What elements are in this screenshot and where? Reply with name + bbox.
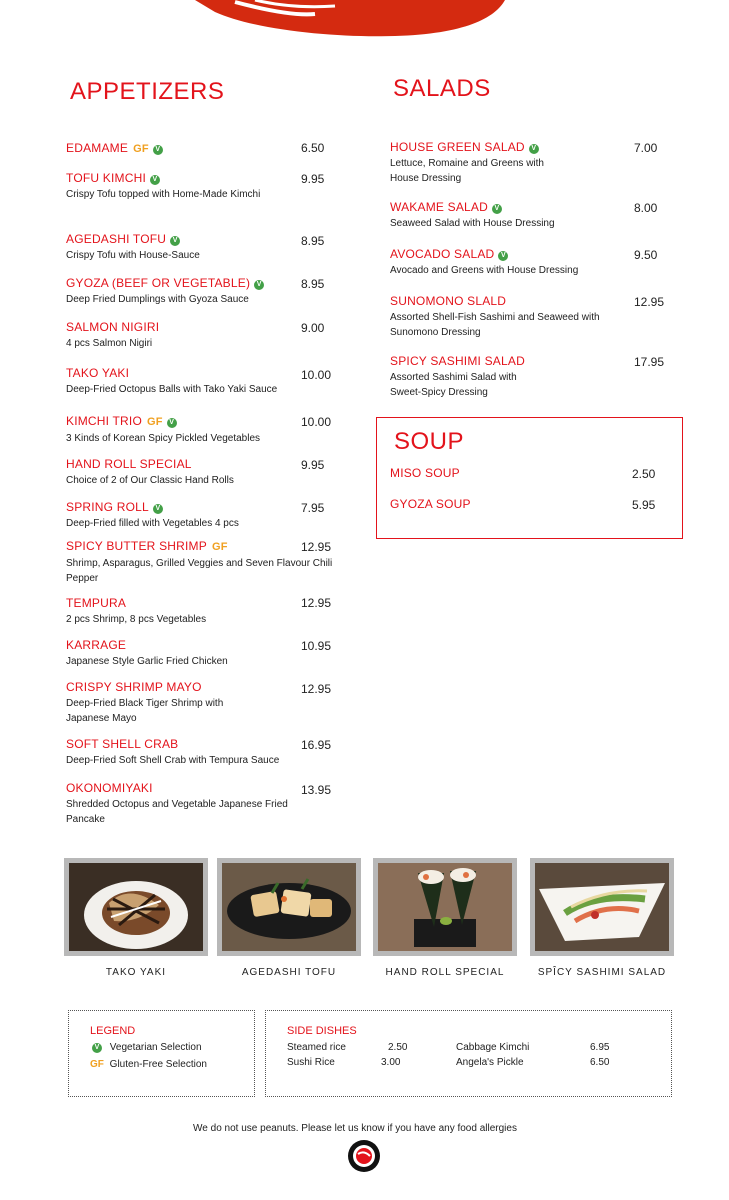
item-name: WAKAME SALAD — [390, 200, 488, 214]
soup-title: SOUP — [394, 428, 465, 455]
gluten-free-badge: GF — [90, 1059, 104, 1070]
item-name: SPRING ROLL — [66, 500, 149, 514]
vegetarian-icon: V — [492, 204, 502, 214]
menu-item-crispy-shrimp-mayo — [66, 680, 266, 726]
gluten-free-badge: GF — [211, 541, 228, 553]
item-price: 12.95 — [301, 682, 332, 696]
item-name: HAND ROLL SPECIAL — [66, 457, 192, 471]
gluten-free-badge: GF — [146, 416, 163, 428]
item-name: SPICY BUTTER SHRIMP — [66, 539, 207, 553]
item-name: SALMON NIGIRI — [66, 320, 160, 334]
vegetarian-icon: V — [153, 145, 163, 155]
menu-item-wakame-salad — [390, 200, 620, 231]
side-dishes-title: SIDE DISHES — [287, 1025, 357, 1037]
menu-item-tofu-kimchi — [66, 171, 286, 202]
item-name: CRISPY SHRIMP MAYO — [66, 680, 202, 694]
item-description: 2 pcs Shrimp, 8 pcs Vegetables — [66, 614, 207, 625]
brush-stroke-decoration — [195, 0, 505, 40]
item-description: 3 Kinds of Korean Spicy Pickled Vegetables — [66, 433, 261, 444]
item-name: AVOCADO SALAD — [390, 247, 495, 261]
side-item-price: 2.50 — [388, 1042, 408, 1053]
side-item-price: 6.95 — [590, 1042, 610, 1053]
item-price: 5.95 — [632, 498, 656, 512]
legend-gluten-free-label: Gluten-Free Selection — [109, 1059, 207, 1070]
item-price: 10.95 — [301, 639, 332, 653]
item-description: 4 pcs Salmon Nigiri — [66, 338, 153, 349]
item-description: Choice of 2 of Our Classic Hand Rolls — [66, 475, 234, 486]
item-name: GYOZA SOUP — [390, 497, 471, 511]
item-name: MISO SOUP — [390, 466, 460, 480]
vegetarian-icon: V — [92, 1043, 102, 1053]
menu-item-house-green-salad — [390, 140, 560, 186]
legend-box — [68, 1010, 255, 1097]
item-name: SPICY SASHIMI SALAD — [390, 354, 525, 368]
item-price: 12.95 — [634, 295, 665, 309]
vegetarian-icon: V — [529, 144, 539, 154]
item-description: Assorted Sashimi Salad with Sweet-Spicy Dressing — [390, 372, 517, 398]
side-item-name: Steamed rice — [287, 1042, 346, 1053]
item-description: Lettuce, Romaine and Greens with House Dressing — [390, 158, 544, 184]
gluten-free-badge: GF — [133, 143, 149, 155]
vegetarian-icon: V — [167, 418, 177, 428]
item-price: 9.95 — [301, 458, 325, 472]
photo-agedashi-tofu — [217, 858, 361, 956]
legend-gluten-free — [90, 1059, 207, 1070]
item-price: 2.50 — [632, 467, 656, 481]
menu-item-okonomiyaki — [66, 781, 296, 827]
side-dishes-box — [265, 1010, 672, 1097]
item-name: TAKO YAKI — [66, 366, 130, 380]
item-name: TEMPURA — [66, 596, 127, 610]
item-name: SUNOMONO SLALD — [390, 294, 507, 308]
side-item-price: 3.00 — [381, 1057, 401, 1068]
item-price: 8.95 — [301, 234, 325, 248]
photo-label: SPÎCY SASHIMI SALAD — [537, 967, 667, 978]
item-description: Avocado and Greens with House Dressing — [390, 265, 579, 276]
item-price: 13.95 — [301, 783, 332, 797]
vegetarian-icon: V — [153, 504, 163, 514]
item-name: SOFT SHELL CRAB — [66, 737, 179, 751]
item-price: 16.95 — [301, 738, 332, 752]
item-price: 6.50 — [301, 141, 325, 155]
item-description: Shrimp, Asparagus, Grilled Veggies and Seven Flavour Chili Pepper — [66, 558, 333, 584]
item-name: KARRAGE — [66, 638, 127, 652]
menu-item-avocado-salad — [390, 247, 620, 278]
item-name: OKONOMIYAKI — [66, 781, 153, 795]
item-price: 9.95 — [301, 172, 325, 186]
item-description: Deep-Fried Black Tiger Shrimp with Japanese Mayo — [66, 698, 224, 724]
item-price: 7.00 — [634, 141, 658, 155]
vegetarian-icon: V — [150, 175, 160, 185]
item-name: HOUSE GREEN SALAD — [390, 140, 525, 154]
photo-tako-yaki — [64, 858, 208, 956]
photo-spicy-sashimi-salad — [530, 858, 674, 956]
item-description: Deep-Fried Soft Shell Crab with Tempura Sauce — [66, 755, 280, 766]
item-price: 17.95 — [634, 355, 665, 369]
item-description: Deep-Fried Octopus Balls with Tako Yaki Sauce — [66, 384, 278, 395]
item-price: 8.95 — [301, 277, 325, 291]
item-price: 12.95 — [301, 540, 332, 554]
item-description: Seaweed Salad with House Dressing — [390, 218, 555, 229]
legend-title: LEGEND — [90, 1025, 136, 1037]
legend-vegetarian-label: Vegetarian Selection — [109, 1042, 202, 1053]
photo-hand-roll-special — [373, 858, 517, 956]
photo-label: HAND ROLL SPECIAL — [385, 967, 505, 978]
side-item-name: Sushi Rice — [287, 1057, 335, 1068]
item-description: Crispy Tofu with House-Sauce — [66, 250, 200, 261]
item-price: 9.50 — [634, 248, 658, 262]
appetizers-title: APPETIZERS — [70, 78, 225, 105]
side-item-price: 6.50 — [590, 1057, 610, 1068]
brand-logo-icon — [346, 1138, 382, 1174]
item-name: EDAMAME — [66, 141, 129, 155]
allergy-note: We do not use peanuts. Please let us know if you have any food allergies — [193, 1123, 517, 1134]
vegetarian-icon: V — [498, 251, 508, 261]
photo-label: AGEDASHI TOFU — [241, 967, 337, 978]
salads-title: SALADS — [393, 75, 491, 102]
item-name: KIMCHI TRIO — [66, 414, 142, 428]
item-price: 9.00 — [301, 321, 325, 335]
item-price: 7.95 — [301, 501, 325, 515]
item-description: Deep-Fried filled with Vegetables 4 pcs — [66, 518, 239, 529]
item-description: Assorted Shell-Fish Sashimi and Seaweed with Sunomono Dressing — [390, 312, 600, 338]
item-name: AGEDASHI TOFU — [66, 232, 167, 246]
item-price: 8.00 — [634, 201, 658, 215]
item-description: Crispy Tofu topped with Home-Made Kimchi — [66, 189, 261, 200]
vegetarian-icon: V — [170, 236, 180, 246]
item-name: TOFU KIMCHI — [66, 171, 146, 185]
side-item-name: Angela's Pickle — [456, 1057, 524, 1068]
vegetarian-icon: V — [254, 280, 264, 290]
menu-item-spicy-sashimi-salad — [390, 354, 550, 400]
item-description: Shredded Octopus and Vegetable Japanese Fried Pancake — [66, 799, 288, 825]
item-price: 12.95 — [301, 596, 332, 610]
item-description: Japanese Style Garlic Fried Chicken — [66, 656, 228, 667]
menu-item-sunomono-salad — [390, 294, 620, 340]
side-item-name: Cabbage Kimchi — [456, 1042, 530, 1053]
item-name: GYOZA (BEEF OR VEGETABLE) — [66, 276, 251, 290]
item-description: Deep Fried Dumplings with Gyoza Sauce — [66, 294, 249, 305]
photo-label: TAKO YAKI — [105, 967, 167, 978]
legend-vegetarian — [92, 1042, 202, 1053]
item-price: 10.00 — [301, 368, 332, 382]
item-price: 10.00 — [301, 415, 332, 429]
